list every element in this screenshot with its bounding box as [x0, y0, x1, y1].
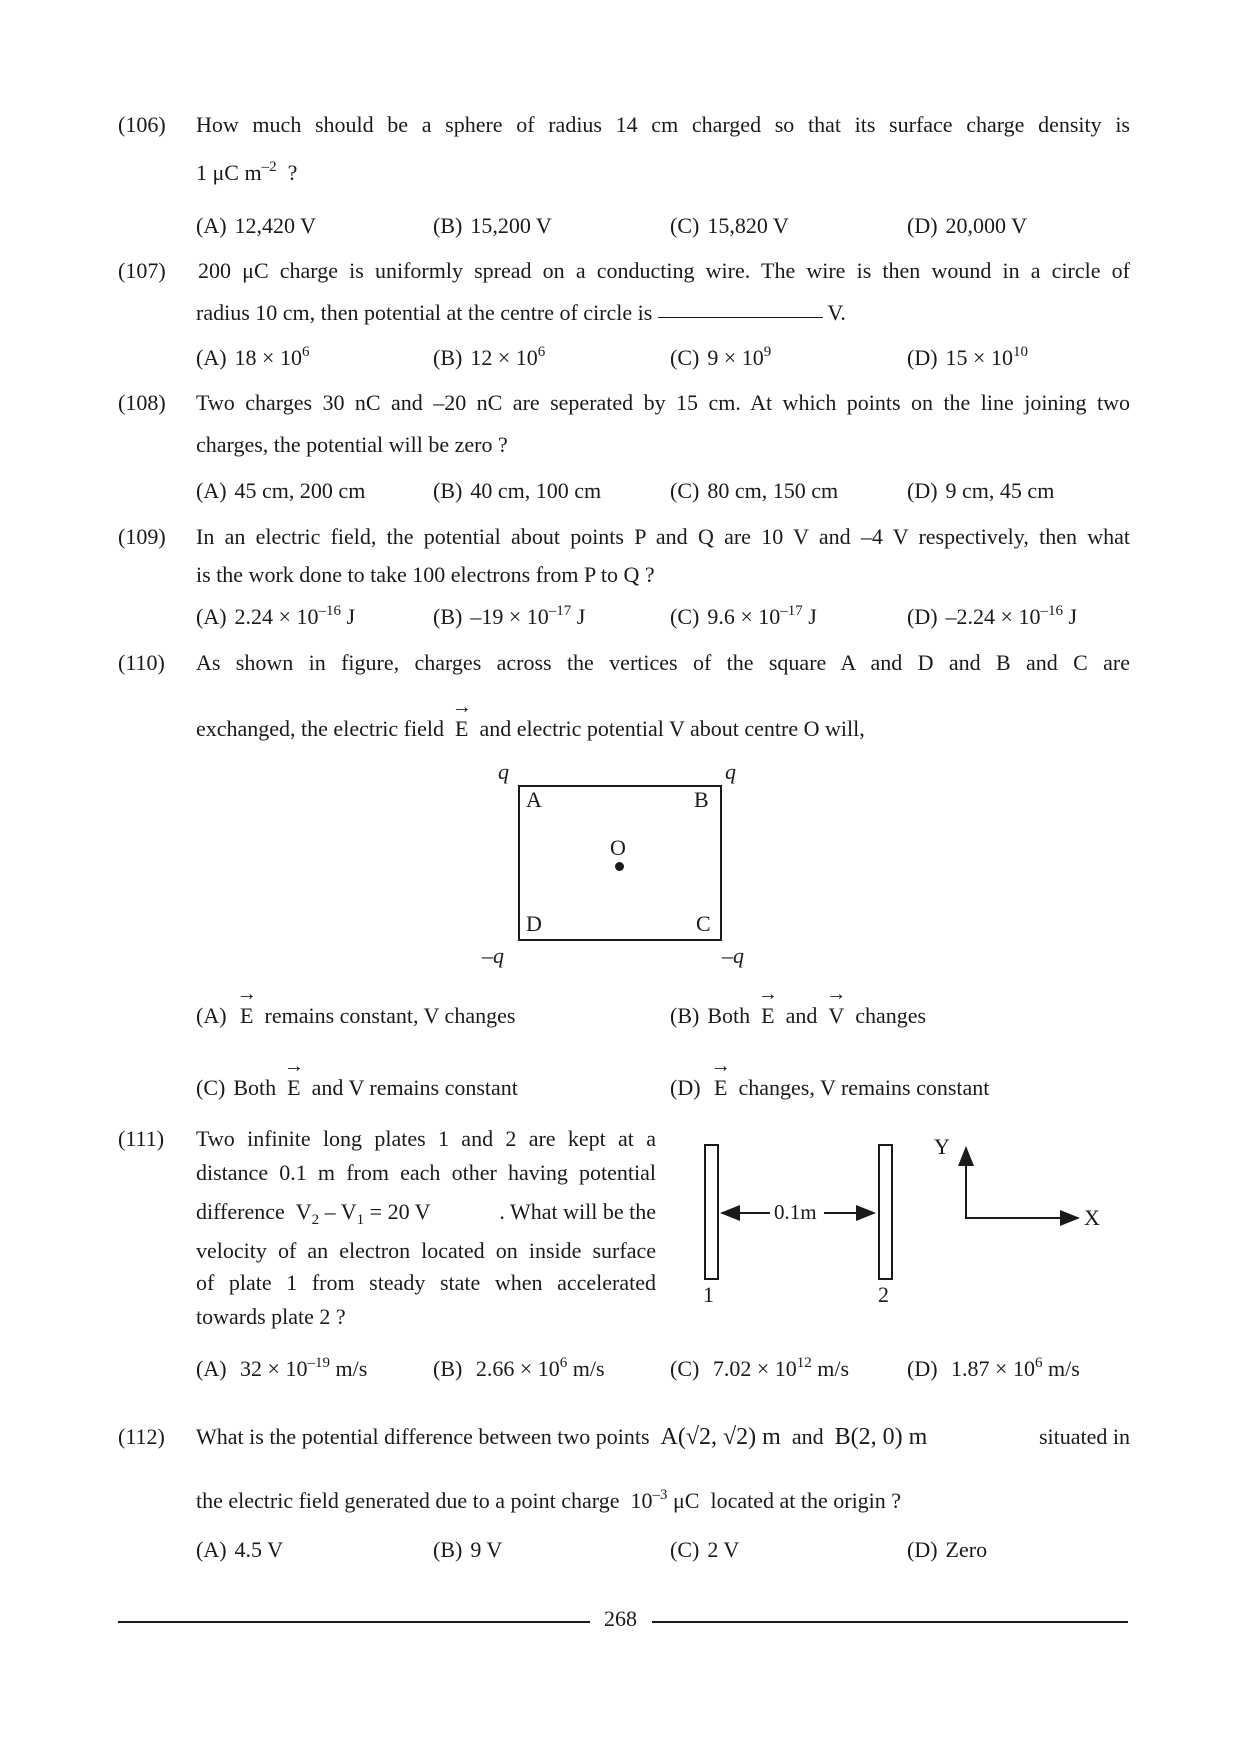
- option-a[interactable]: (A) $18 \times 10^6$: [196, 344, 310, 370]
- charge-label: q: [498, 759, 509, 784]
- question-text: What is the potential difference between two points A(√2, √2) m and B(2, 0) m situated in: [196, 1424, 1130, 1450]
- question-text: exchanged, the electric field → E and electric potential V about centre O will,: [196, 716, 865, 742]
- option-a[interactable]: (A) → E remains constant, V changes: [196, 1003, 515, 1029]
- square-figure: [470, 755, 770, 970]
- option-d[interactable]: (D) $1.87 \times 10^6$ m/s: [907, 1355, 1080, 1381]
- option-c[interactable]: (C) $9.6 \times 10^{-17}$ J: [670, 603, 817, 629]
- question-number: (106): [118, 112, 166, 137]
- option-a[interactable]: (A) $2.24 \times 10^{-16}$ J: [196, 603, 356, 629]
- charge-label: –q: [482, 943, 504, 968]
- page-number: 268: [604, 1606, 637, 1631]
- question-text: How much should be a sphere of radius 14 cm charged so that its surface charge density is: [196, 112, 1130, 137]
- options-row: [196, 1537, 1126, 1567]
- charge-label: –q: [722, 943, 744, 968]
- axis-label-y: Y: [934, 1134, 950, 1159]
- question-number: (109): [118, 524, 166, 549]
- centre-dot: [615, 862, 624, 871]
- question-number: (108): [118, 390, 166, 415]
- question-text: As shown in figure, charges across the vertices of the square A and D and B and C are: [196, 650, 1130, 675]
- vector-e: → E: [455, 716, 468, 742]
- option-c[interactable]: (C) 2 V: [670, 1537, 740, 1562]
- gap-label: 0.1m: [774, 1200, 817, 1224]
- option-c[interactable]: (C) 80 cm, 150 cm: [670, 478, 839, 503]
- corner-label-d: D: [526, 911, 542, 936]
- corner-label-a: A: [526, 787, 542, 812]
- options-row: [196, 604, 1126, 634]
- footer-rule-left: [118, 1621, 590, 1623]
- question-number: (112): [118, 1424, 165, 1449]
- corner-label-c: C: [696, 911, 711, 936]
- question-text: 1 μC $m^{-2}$ ?: [196, 159, 298, 185]
- plate-label-2: 2: [878, 1282, 889, 1307]
- option-b[interactable]: (B) $12 \times 10^6$: [433, 344, 546, 370]
- option-b[interactable]: (B) $2.66 \times 10^6$ m/s: [433, 1355, 605, 1381]
- vector-e: → E: [240, 1003, 253, 1029]
- plates-figure: [690, 1130, 1120, 1310]
- options-row: [196, 1003, 1126, 1033]
- corner-label-b: B: [694, 787, 709, 812]
- option-d[interactable]: (D) $15 \times 10^{10}$: [907, 344, 1028, 370]
- question-number: (111): [118, 1126, 165, 1151]
- option-c[interactable]: (C) $7.02 \times 10^{12}$ m/s: [670, 1355, 850, 1381]
- options-row: [196, 1075, 1126, 1105]
- footer-rule-right: [652, 1621, 1128, 1623]
- question-text: towards plate 2 ?: [196, 1304, 346, 1329]
- options-row: [196, 213, 1126, 243]
- question-text: In an electric field, the potential about points P and Q are 10 V and –4 V respectively, then what: [196, 524, 1130, 549]
- options-row: [196, 478, 1126, 508]
- vector-v: → V: [828, 1003, 844, 1029]
- axis-label-x: X: [1084, 1205, 1100, 1230]
- question-text: 200 μC charge is uniformly spread on a conducting wire. The wire is then wound in a circle of: [198, 258, 1130, 283]
- option-d[interactable]: (D) $-2.24 \times 10^{-16}$ J: [907, 603, 1078, 629]
- question-text: is the work done to take 100 electrons from P to Q ?: [196, 562, 655, 587]
- option-d[interactable]: (D) Zero: [907, 1537, 988, 1562]
- question-text: distance 0.1 m from each other having potential: [196, 1160, 656, 1185]
- question-number: (107): [118, 258, 166, 283]
- option-b[interactable]: (B) 15,200 V: [433, 213, 552, 238]
- option-b[interactable]: (B) $-19 \times 10^{-17}$ J: [433, 603, 586, 629]
- option-c[interactable]: (C) Both → E and V remains constant: [196, 1075, 518, 1101]
- question-text: the electric field generated due to a point charge $10^{-3}$ μC located at the origin ?: [196, 1487, 902, 1513]
- vector-e: → E: [287, 1075, 300, 1101]
- question-text: charges, the potential will be zero ?: [196, 432, 508, 457]
- option-b[interactable]: (B) 40 cm, 100 cm: [433, 478, 602, 503]
- point-a: A(√2, √2) m: [660, 1424, 781, 1450]
- plate-label-1: 1: [703, 1282, 714, 1307]
- option-d[interactable]: (D) → E changes, V remains constant: [670, 1075, 989, 1101]
- option-c[interactable]: (C) 15,820 V: [670, 213, 789, 238]
- option-a[interactable]: (A) 4.5 V: [196, 1537, 284, 1562]
- vector-e: → E: [714, 1075, 727, 1101]
- option-c[interactable]: (C) $9 \times 10^9$: [670, 344, 772, 370]
- question-text: difference $V_2 - V_1 = 20$ V . What will be the: [196, 1199, 656, 1228]
- option-a[interactable]: (A) 45 cm, 200 cm: [196, 478, 366, 503]
- charge-label: q: [725, 759, 736, 784]
- point-b: B(2, 0) m: [834, 1424, 928, 1450]
- options-row: [196, 345, 1126, 375]
- answer-blank: [658, 317, 823, 318]
- question-text: velocity of an electron located on inside surface: [196, 1238, 656, 1263]
- arrows-svg: [690, 1130, 1120, 1310]
- option-b[interactable]: (B) Both → E and → V changes: [670, 1003, 926, 1029]
- option-d[interactable]: (D) 9 cm, 45 cm: [907, 478, 1055, 503]
- question-text: Two infinite long plates 1 and 2 are kept at a: [196, 1126, 656, 1151]
- vector-e: → E: [761, 1003, 774, 1029]
- question-text: of plate 1 from steady state when accelerated: [196, 1270, 656, 1295]
- option-a[interactable]: (A) 12,420 V: [196, 213, 317, 238]
- question-number: (110): [118, 650, 165, 675]
- question-text: Two charges 30 nC and –20 nC are seperated by 15 cm. At which points on the line joining two: [196, 390, 1130, 415]
- option-b[interactable]: (B) 9 V: [433, 1537, 503, 1562]
- option-a[interactable]: (A) $32 \times 10^{-19}$ m/s: [196, 1355, 368, 1381]
- centre-label: O: [610, 835, 626, 860]
- option-d[interactable]: (D) 20,000 V: [907, 213, 1028, 238]
- options-row: [196, 1356, 1126, 1386]
- question-text: radius 10 cm, then potential at the centre of circle is V.: [196, 300, 846, 325]
